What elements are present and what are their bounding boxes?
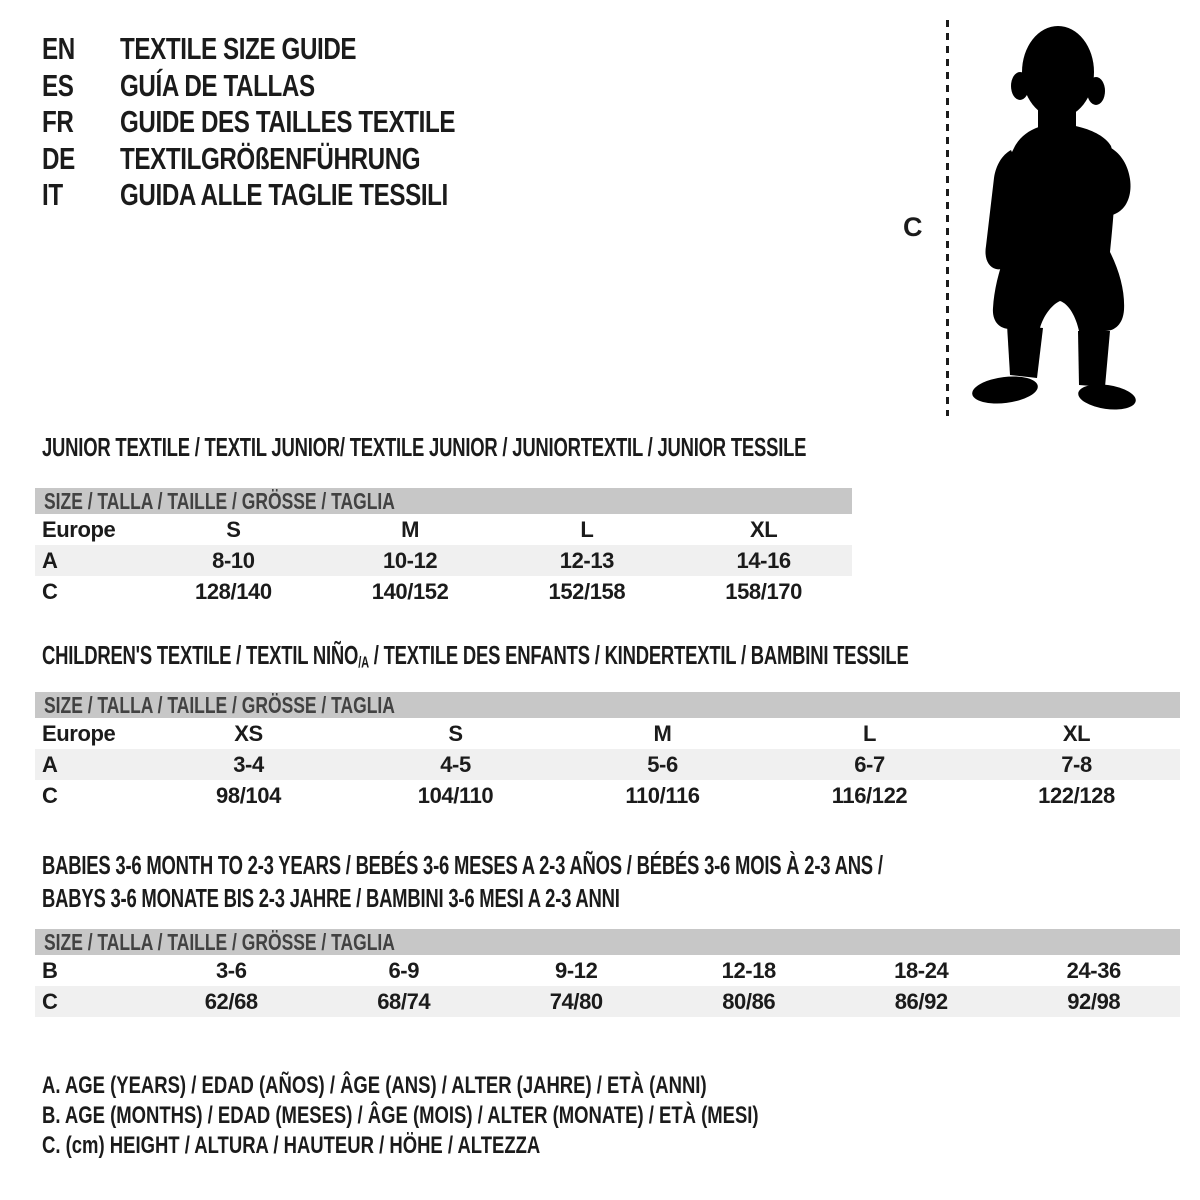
size-cell: 104/110 (417, 783, 494, 808)
size-cell: 3-6 (215, 958, 247, 983)
size-cell: 80/86 (722, 989, 776, 1014)
row-label: Europe (42, 517, 116, 542)
size-cell: 116/122 (831, 783, 908, 808)
children-row-c (35, 780, 1180, 811)
size-cell: 86/92 (894, 989, 948, 1014)
size-cell: 92/98 (1067, 989, 1121, 1014)
lang-title-it: GUIDA ALLE TAGLIE TESSILI (120, 177, 448, 213)
children-row-a (35, 749, 1180, 780)
lang-title-en: TEXTILE SIZE GUIDE (120, 31, 357, 67)
lang-code-de: DE (42, 140, 75, 176)
size-cell: 14-16 (736, 548, 791, 573)
lang-title-de: TEXTILGRÖßENFÜHRUNG (120, 140, 421, 176)
language-title-list (42, 31, 550, 214)
size-cell: 110/116 (625, 783, 700, 808)
lang-row-fr (42, 104, 550, 141)
lang-row-it (42, 177, 550, 214)
measurement-legend (42, 1071, 973, 1161)
babies-row-c (35, 986, 1180, 1017)
legend-line-b: B. AGE (MONTHS) / EDAD (MESES) / ÂGE (MOIS) / ALTER (MONATE) / ETÀ (MESI) (42, 1102, 759, 1129)
children-size-table (35, 692, 1180, 811)
babies-section-title: BABIES 3-6 MONTH TO 2-3 YEARS / BEBÉS 3-6 MESES A 2-3 AÑOS / BÉBÉS 3-6 MOIS À 2-3 ANS / BABYS 3-6 MONATE BIS 2-3 JAHRE / BAMBINI 3-6 MESI A 2-3 ANNI (42, 850, 883, 913)
lang-row-de (42, 141, 550, 178)
size-cell: 68/74 (377, 989, 431, 1014)
height-measure-label: C (903, 212, 923, 242)
size-cell: 10-12 (382, 548, 438, 573)
size-cell: S (448, 721, 463, 746)
nino-a-subscript: /A (358, 654, 369, 672)
size-cell: 24-36 (1066, 958, 1121, 983)
row-label: A (42, 752, 58, 777)
height-dashed-line (946, 20, 949, 416)
junior-section-title: JUNIOR TEXTILE / TEXTIL JUNIOR/ TEXTILE JUNIOR / JUNIORTEXTIL / JUNIOR TESSILE (42, 432, 807, 462)
lang-code-it: IT (42, 177, 63, 213)
size-cell: 9-12 (555, 958, 598, 983)
lang-title-es: GUÍA DE TALLAS (120, 67, 315, 103)
size-cell: 8-10 (212, 548, 255, 573)
size-cell: 12-13 (559, 548, 615, 573)
row-label: A (42, 548, 58, 573)
legend-line-a: A. AGE (YEARS) / EDAD (AÑOS) / ÂGE (ANS) / ALTER (JAHRE) / ETÀ (ANNI) (42, 1072, 707, 1099)
row-label: C (42, 989, 58, 1014)
children-size-header-bar: SIZE / TALLA / TAILLE / GRÖSSE / TAGLIA (35, 692, 1180, 718)
lang-code-fr: FR (42, 104, 74, 140)
size-cell: 18-24 (894, 958, 949, 983)
size-cell: 140/152 (371, 579, 449, 604)
size-cell: S (226, 517, 241, 542)
size-cell: XL (749, 517, 778, 542)
junior-size-header-bar: SIZE / TALLA / TAILLE / GRÖSSE / TAGLIA (35, 488, 852, 514)
junior-size-table (35, 488, 852, 607)
size-cell: XS (234, 721, 263, 746)
row-label: C (42, 579, 58, 604)
size-cell: XL (1062, 721, 1091, 746)
size-cell: 158/170 (725, 579, 802, 604)
size-cell: 5-6 (647, 752, 678, 777)
row-label: C (42, 783, 58, 808)
size-cell: 3-4 (233, 752, 264, 777)
babies-size-header-bar: SIZE / TALLA / TAILLE / GRÖSSE / TAGLIA (35, 929, 1180, 955)
junior-row-c (35, 576, 852, 607)
legend-line-c: C. (cm) HEIGHT / ALTURA / HAUTEUR / HÖHE / ALTEZZA (42, 1132, 541, 1159)
row-label: B (42, 958, 58, 983)
size-cell: 128/140 (195, 579, 272, 604)
size-cell: 62/68 (204, 989, 258, 1014)
size-cell: 6-7 (854, 752, 885, 777)
junior-row-a (35, 545, 852, 576)
junior-row-europe (35, 514, 852, 545)
size-cell: M (653, 721, 672, 746)
size-cell: 7-8 (1061, 752, 1092, 777)
lang-title-fr: GUIDE DES TAILLES TEXTILE (120, 104, 456, 140)
row-label: Europe (42, 721, 116, 746)
lang-code-en: EN (42, 31, 75, 67)
size-cell: L (580, 517, 594, 542)
babies-row-b (35, 955, 1180, 986)
lang-row-en (42, 31, 550, 68)
size-cell: 6-9 (388, 958, 420, 983)
size-cell: 74/80 (549, 989, 603, 1014)
size-cell: 122/128 (1038, 783, 1115, 808)
lang-row-es (42, 68, 550, 105)
size-cell: 12-18 (721, 958, 776, 983)
children-row-europe (35, 718, 1180, 749)
toddler-silhouette-icon (965, 20, 1143, 420)
size-cell: 4-5 (440, 752, 471, 777)
children-section-title: CHILDREN'S TEXTILE / TEXTIL NIÑO/A / TEXTILE DES ENFANTS / KINDERTEXTIL / BAMBINI TESSILE (42, 640, 909, 672)
size-cell: L (862, 721, 877, 746)
lang-code-es: ES (42, 67, 74, 103)
size-cell: 98/104 (216, 783, 281, 808)
size-cell: M (401, 517, 420, 542)
size-cell: 152/158 (548, 579, 626, 604)
babies-size-table (35, 929, 1180, 1017)
